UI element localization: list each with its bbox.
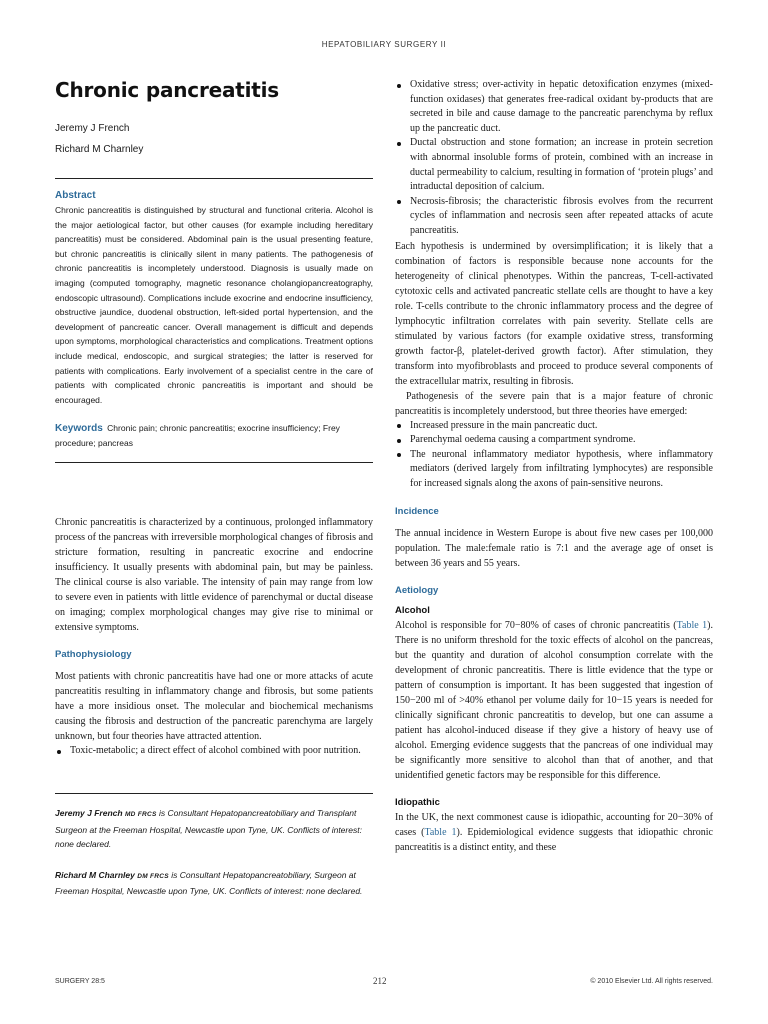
abstract-text: Chronic pancreatitis is distinguished by structural and functional criteria. Alcohol is the major aetiological factor, but other causes (for example including hereditary pancreatitis) must be considered. Abdominal pain is the usual presenting feature, but chronic pancreatitis is clinically silent in many patients. The pathogenesis of chronic pancreatitis is incompletely understood. Diagnosis is usually made on imaging (computed tomography, magnetic resonance cholangiopancreatography, endoscopic ultrasound). Complications include exocrine and endocrine insufficiency, obstructive jaundice, duodenal obstruction, left-sided portal hypertension, and the development of pancreatic cancer. Overall management is difficult and depends upon symptoms, morphological characteristics and complications. Treatment options include medical, endoscopic, and surgical strategies; the latter is reserved for patients with complications. Early involvement of a specialist centre in the care of patients with complicated chronic pancreatitis is important and should be encouraged. [55, 205, 373, 405]
author-1: Jeremy J French [55, 123, 130, 134]
pathophysiology-paragraph-2: Each hypothesis is undermined by oversimplification; it is likely that a combination of factors is responsible because none accounts for the heterogeneity of clinical phenotypes. Within the pancreas, T-cell-activated cytotoxic cells and activated pancreatic stellate cells are thought to have a key role. T-cells contribute to the chronic inflammatory process and the degree of lymphocytic infiltration correlates with pain severity. Stellate cells are stimulated by various factors (for example oxidative stress, transforming growth factor-β, platelet-derived growth factor). After stimulation, they transform into myofibroblasts and proceed to produce several components of the extracellular matrix, resulting in fibrosis. [395, 240, 713, 387]
theory-list-right [395, 78, 713, 239]
page-number: 212 [373, 976, 387, 986]
incidence-heading: Incidence [395, 505, 439, 517]
affiliation-degrees: DM FRCS [137, 872, 169, 880]
list-item: The neuronal inflammatory mediator hypothesis, where inflammatory mediators (derived largely from infiltrating lymphocytes) are responsible for increased signals along the axons of pain-sensitive neurons. [395, 448, 713, 492]
idiopathic-paragraph [395, 810, 713, 855]
list-item: Toxic-metabolic; a direct effect of alcohol combined with poor nutrition. [55, 744, 373, 759]
page-footer [55, 976, 713, 990]
aetiology-heading: Aetiology [395, 584, 439, 596]
left-column [55, 72, 373, 899]
list-item: Parenchymal oedema causing a compartment syndrome. [395, 433, 713, 448]
keywords-text: Chronic pain; chronic pancreatitis; exocrine insufficiency; Frey procedure; pancreas [55, 423, 340, 449]
keywords [55, 421, 373, 450]
author-2: Richard M Charnley [55, 144, 144, 155]
alcohol-heading: Alcohol [395, 604, 430, 616]
affiliation-degrees: MD FRCS [124, 810, 157, 818]
pain-theory-list [395, 419, 713, 492]
article-title: Chronic pancreatitis [55, 78, 279, 102]
alcohol-text-end: ). There is no uniform threshold for the toxic effects of alcohol on the pancreas, but the quantity and duration of alcohol consumption correlate with the development of chronic pancreatitis. There is little evidence that the type or pattern of consumption is important. It has been suggested that ingestion of 150−200 ml of >40% ethanol per volume daily for 10−15 years is needed for clinically significant chronic pancreatitis to develop, but one can assume a patient has alcohol-induced disease if they give a history of heavy use of alcohol. Emerging evidence suggests that the pancreas of one individual may be significantly more sensitive to alcohol than that of another, and that unidentified genetic factors may be responsible for this difference. [395, 619, 713, 781]
abstract-box [55, 178, 373, 463]
idiopathic-text-start: In the UK, the next commonest cause is idiopathic, accounting for 20−30% of cases ( [395, 811, 713, 838]
journal-citation: SURGERY 28:5 [55, 978, 105, 985]
affiliation-box [55, 793, 373, 899]
keywords-label: Keywords [55, 423, 103, 435]
abstract-heading: Abstract [55, 190, 96, 201]
list-item: Ductal obstruction and stone formation; an increase in protein secretion with abnormal insoluble forms of protein, combined with an increase in ductal permeability to calcium, resulting in formation of ‘protein plugs’ and intraductal deposition of calcium. [395, 136, 713, 194]
idiopathic-text-end: ). Epidemiological evidence suggests that idiopathic chronic pancreatitis is a distinct entity, and these [395, 826, 713, 853]
pathophysiology-paragraph: Most patients with chronic pancreatitis have had one or more attacks of acute pancreatitis resulting in inflammatory change and fibrosis, but some patients have a more insidious onset. The molecular and biochemical mechanisms causing the fibrosis and destruction of the pancreatic parenchyma are largely unknown, but four theories have attracted attention. [55, 671, 373, 743]
pathophysiology-paragraph-3: Pathogenesis of the severe pain that is a major feature of chronic pancreatitis is incompletely understood, but three theories have emerged: [395, 390, 713, 417]
intro-paragraph: Chronic pancreatitis is characterized by a continuous, prolonged inflammatory process of the pancreas with irreversible morphological changes of fibrosis and stricture formation, resulting in pancreatic exocrine and endocrine insufficiency. It usually presents with abdominal pain, but may be painless. The clinical course is also variable. The intensity of pain may range from low to severe even in patients with little evidence of parenchymal or ductal disease on imaging; complex morphological changes may give rise to minimal or extensive symptoms. [55, 517, 373, 634]
list-item: Increased pressure in the main pancreatic duct. [395, 419, 713, 434]
affiliation-text: is Consultant Hepatopancreatobiliary, Surgeon at Freeman Hospital, Newcastle upon Tyne, UK. Conflicts of interest: none declared. [55, 869, 363, 897]
table-1-link[interactable]: Table 1 [676, 619, 708, 631]
running-head: HEPATOBILIARY SURGERY II [321, 40, 447, 49]
list-item: Necrosis-fibrosis; the characteristic fibrosis evolves from the recurrent cycles of inflammation and necrosis seen after repeated attacks of acute pancreatitis. [395, 195, 713, 239]
alcohol-text-start: Alcohol is responsible for 70−80% of cases of chronic pancreatitis ( [395, 619, 677, 631]
affiliation-name: Jeremy J French [55, 807, 123, 818]
idiopathic-heading: Idiopathic [395, 796, 440, 808]
affiliation-name: Richard M Charnley [55, 869, 135, 880]
affiliation-2 [55, 868, 373, 899]
table-1-link[interactable]: Table 1 [424, 826, 457, 838]
affiliation-text: is Consultant Hepatopancreatobiliary and Transplant Surgeon at the Freeman Hospital, Newcastle upon Tyne, UK. Conflicts of interest: none declared. [55, 807, 362, 850]
pathophysiology-heading: Pathophysiology [55, 649, 132, 661]
theory-list-left [55, 744, 373, 759]
right-column [395, 78, 713, 855]
alcohol-paragraph [395, 618, 713, 783]
affiliation-1 [55, 806, 373, 852]
list-item: Oxidative stress; over-activity in hepatic detoxification enzymes (mixed-function oxidases) that generates free-radical oxidant by-products that are secreted in bile and cause damage to the pancreatic parenchyma by reflux up the pancreatic duct. [395, 78, 713, 136]
copyright: © 2010 Elsevier Ltd. All rights reserved. [590, 978, 713, 985]
incidence-paragraph: The annual incidence in Western Europe is about five new cases per 100,000 population. The male:female ratio is 7:1 and the average age of onset is between 36 years and 55 years. [395, 527, 713, 569]
